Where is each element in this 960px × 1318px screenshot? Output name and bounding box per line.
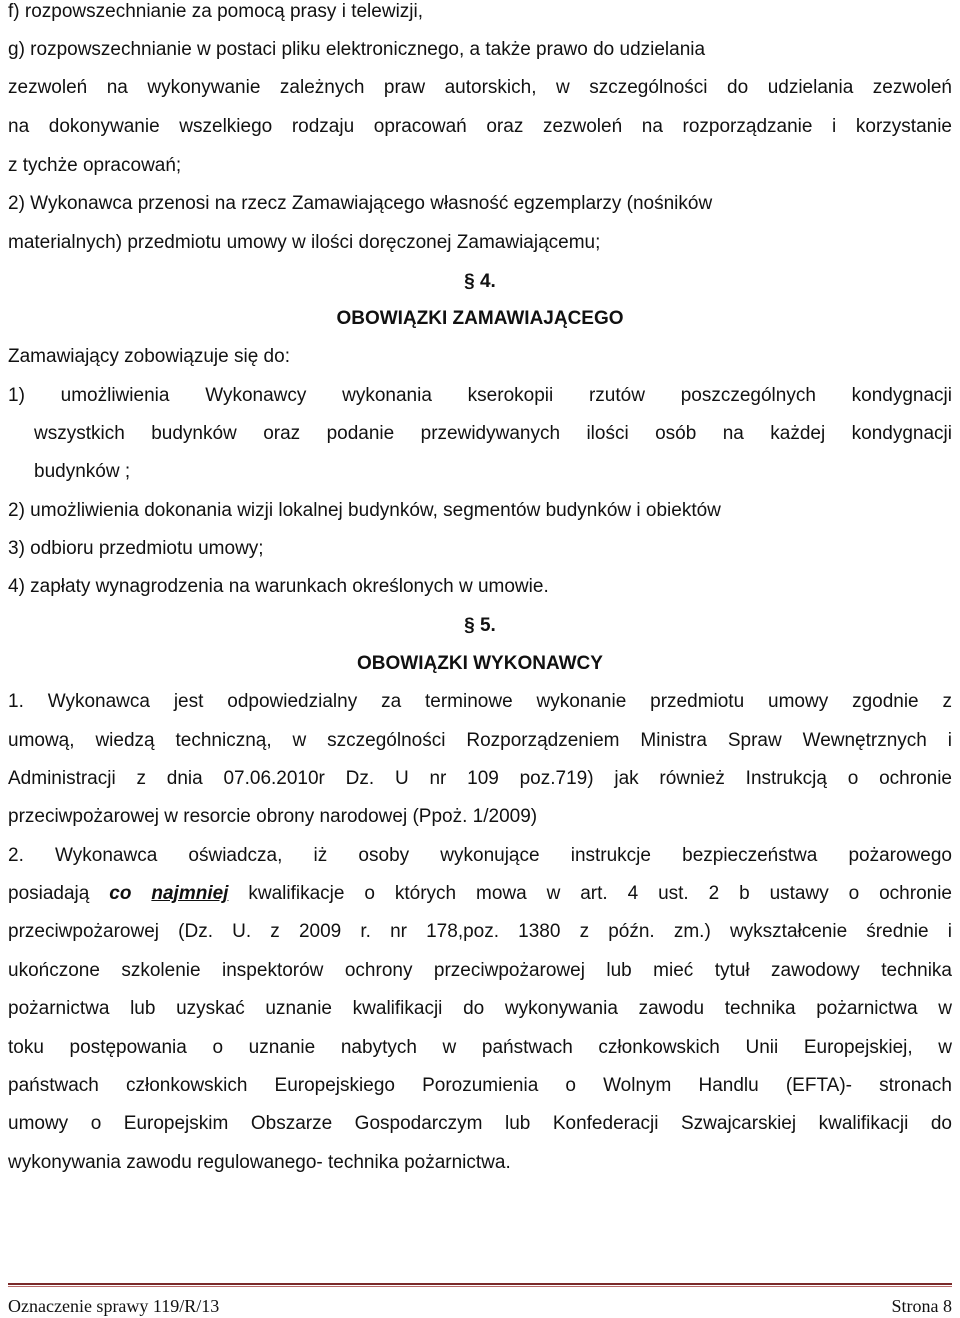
text-line: 2) Wykonawca przenosi na rzecz Zamawiającego własność egzemplarzy (nośników [8,193,713,214]
list-item: 4) zapłaty wynagrodzenia na warunkach określonych w umowie. [8,576,549,597]
paragraph-line: 1. Wykonawca jest odpowiedzialny za terminowe wykonanie przedmiotu umowy zgodnie z [8,691,952,712]
emphasis-underline: najmniej [151,883,229,904]
footer-divider [8,1283,952,1285]
list-item-continuation: wszystkich budynków oraz podanie przewidywanych ilości osób na każdej kondygnacji [34,423,952,444]
section-number: § 5. [464,615,496,636]
footer-case-number: Oznaczenie sprawy 119/R/13 [8,1296,220,1316]
text-line: z tychże opracowań; [8,155,182,176]
paragraph-text: kwalifikacje o których mowa w art. 4 ust. 2 b ustawy o ochronie [248,883,953,904]
paragraph-line: 2. Wykonawca oświadcza, iż osoby wykonujące instrukcje bezpieczeństwa pożarowego [8,845,952,866]
text-line: na dokonywanie wszelkiego rodzaju opracowań oraz zezwoleń na rozporządzanie i korzystanie [8,116,952,137]
section-lead: Zamawiający zobowiązuje się do: [8,346,290,367]
paragraph-line [8,883,952,905]
text-line: zezwoleń na wykonywanie zależnych praw autorskich, w szczególności do udzielania zezwoleń [8,77,952,98]
paragraph-line: pożarnictwa lub uzyskać uznanie kwalifikacji do wykonywania zawodu technika pożarnictwa w [8,998,952,1019]
paragraph-line: ukończone szkolenie inspektorów ochrony przeciwpożarowej lub mieć tytuł zawodowy technika [8,960,952,981]
list-item: 1) umożliwienia Wykonawcy wykonania kserokopii rzutów poszczególnych kondygnacji [8,385,952,406]
section-number: § 4. [464,271,496,292]
paragraph-line: umową, wiedzą techniczną, w szczególności Rozporządzeniem Ministra Spraw Wewnętrznych i [8,730,952,751]
section-heading: OBOWIĄZKI ZAMAWIAJĄCEGO [336,308,624,329]
paragraph-text: posiadają [8,883,90,904]
section-heading: OBOWIĄZKI WYKONAWCY [357,653,603,674]
paragraph-line: toku postępowania o uznanie nabytych w państwach członkowskich Unii Europejskiej, w [8,1037,952,1058]
emphasis-najmniej [151,883,228,904]
emphasis-co: co [109,883,132,904]
footer-page-number: Strona 8 [891,1296,952,1316]
list-item: 2) umożliwienia dokonania wizji lokalnej budynków, segmentów budynków i obiektów [8,500,721,521]
paragraph-line: przeciwpożarowej (Dz. U. z 2009 r. nr 178,poz. 1380 z późn. zm.) wykształcenie średnie i [8,921,952,942]
footer-divider-thin [8,1286,952,1287]
paragraph-line: umowy o Europejskim Obszarze Gospodarczym lub Konfederacji Szwajcarskiej kwalifikacji do [8,1113,952,1134]
text-line: f) rozpowszechnianie za pomocą prasy i telewizji, [8,1,424,22]
text-line: g) rozpowszechnianie w postaci pliku elektronicznego, a także prawo do udzielania [8,39,706,60]
paragraph-line: przeciwpożarowej w resorcie obrony narodowej (Ppoż. 1/2009) [8,806,538,827]
list-item: 3) odbioru przedmiotu umowy; [8,538,264,559]
paragraph-line: wykonywania zawodu regulowanego- technika pożarnictwa. [8,1152,511,1173]
paragraph-line: Administracji z dnia 07.06.2010r Dz. U nr 109 poz.719) jak również Instrukcją o ochronie [8,768,952,789]
text-line: materialnych) przedmiotu umowy w ilości doręczonej Zamawiającemu; [8,232,601,253]
list-item-continuation: budynków ; [34,461,131,482]
paragraph-line: państwach członkowskich Europejskiego Porozumienia o Wolnym Handlu (EFTA)- stronach [8,1075,952,1096]
